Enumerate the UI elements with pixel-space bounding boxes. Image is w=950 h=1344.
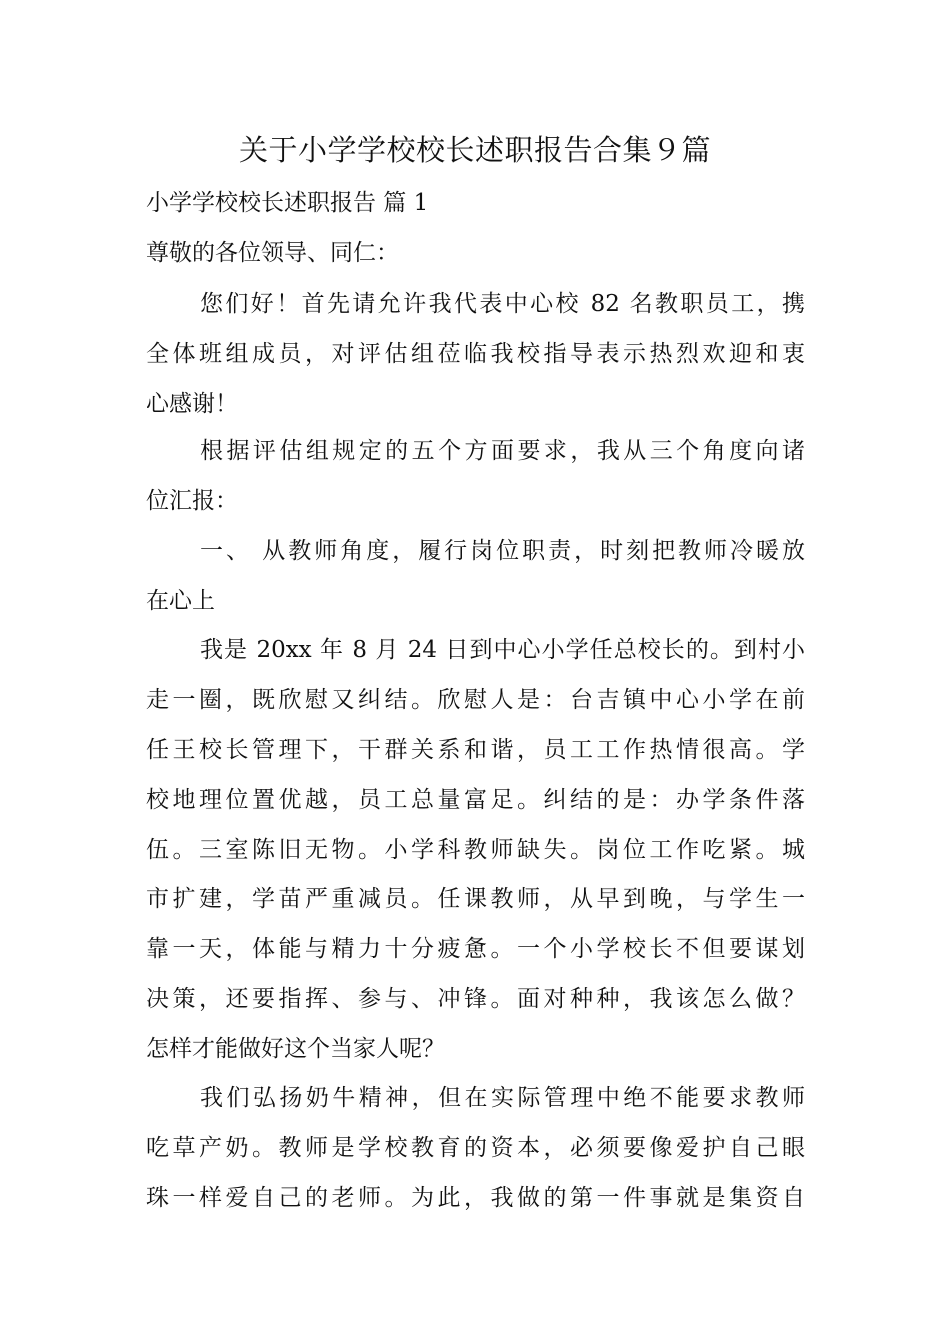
text-line: 我们弘扬奶牛精神，但在实际管理中绝不能要求教师 <box>200 1085 805 1111</box>
text-line: 吃草产奶。教师是学校教育的资本，必须要像爱护自己眼 <box>146 1135 805 1161</box>
text-line: 我是 20xx 年 8 月 24 日到中心小学任总校长的。到村小 <box>200 637 805 663</box>
text-line: 任王校长管理下，干群关系和谐，员工工作热情很高。学 <box>146 737 805 763</box>
text-line: 伍。三室陈旧无物。小学科教师缺失。岗位工作吃紧。城 <box>146 837 805 863</box>
salutation: 尊敬的各位领导、同仁： <box>146 240 399 266</box>
text-line: 位汇报： <box>146 488 238 514</box>
text-line: 全体班组成员，对评估组莅临我校指导表示热烈欢迎和衷 <box>146 341 805 367</box>
text-line: 珠一样爱自己的老师。为此，我做的第一件事就是集资自 <box>146 1185 805 1211</box>
text-line: 您们好！首先请允许我代表中心校 82 名教职员工，携 <box>200 291 805 317</box>
text-line: 决策，还要指挥、参与、冲锋。面对种种，我该怎么做？ <box>146 986 805 1012</box>
section-heading: 小学学校校长述职报告 篇 1 <box>146 190 429 216</box>
text-line: 在心上 <box>146 588 215 614</box>
text-line: 市扩建，学苗严重减员。任课教师，从早到晚，与学生一 <box>146 886 805 912</box>
document-title: 关于小学学校校长述职报告合集９篇 <box>238 133 711 167</box>
text-line: 根据评估组规定的五个方面要求，我从三个角度向诸 <box>200 438 805 464</box>
text-line: 走一圈，既欣慰又纠结。欣慰人是：台吉镇中心小学在前 <box>146 687 805 713</box>
text-line: 校地理位置优越，员工总量富足。纠结的是：办学条件落 <box>146 787 805 813</box>
text-line: 心感谢！ <box>146 391 238 417</box>
text-line: 靠一天，体能与精力十分疲惫。一个小学校长不但要谋划 <box>146 936 805 962</box>
text-line: 怎样才能做好这个当家人呢？ <box>146 1036 445 1062</box>
text-line: 一、 从教师角度，履行岗位职责，时刻把教师冷暖放 <box>200 538 805 564</box>
